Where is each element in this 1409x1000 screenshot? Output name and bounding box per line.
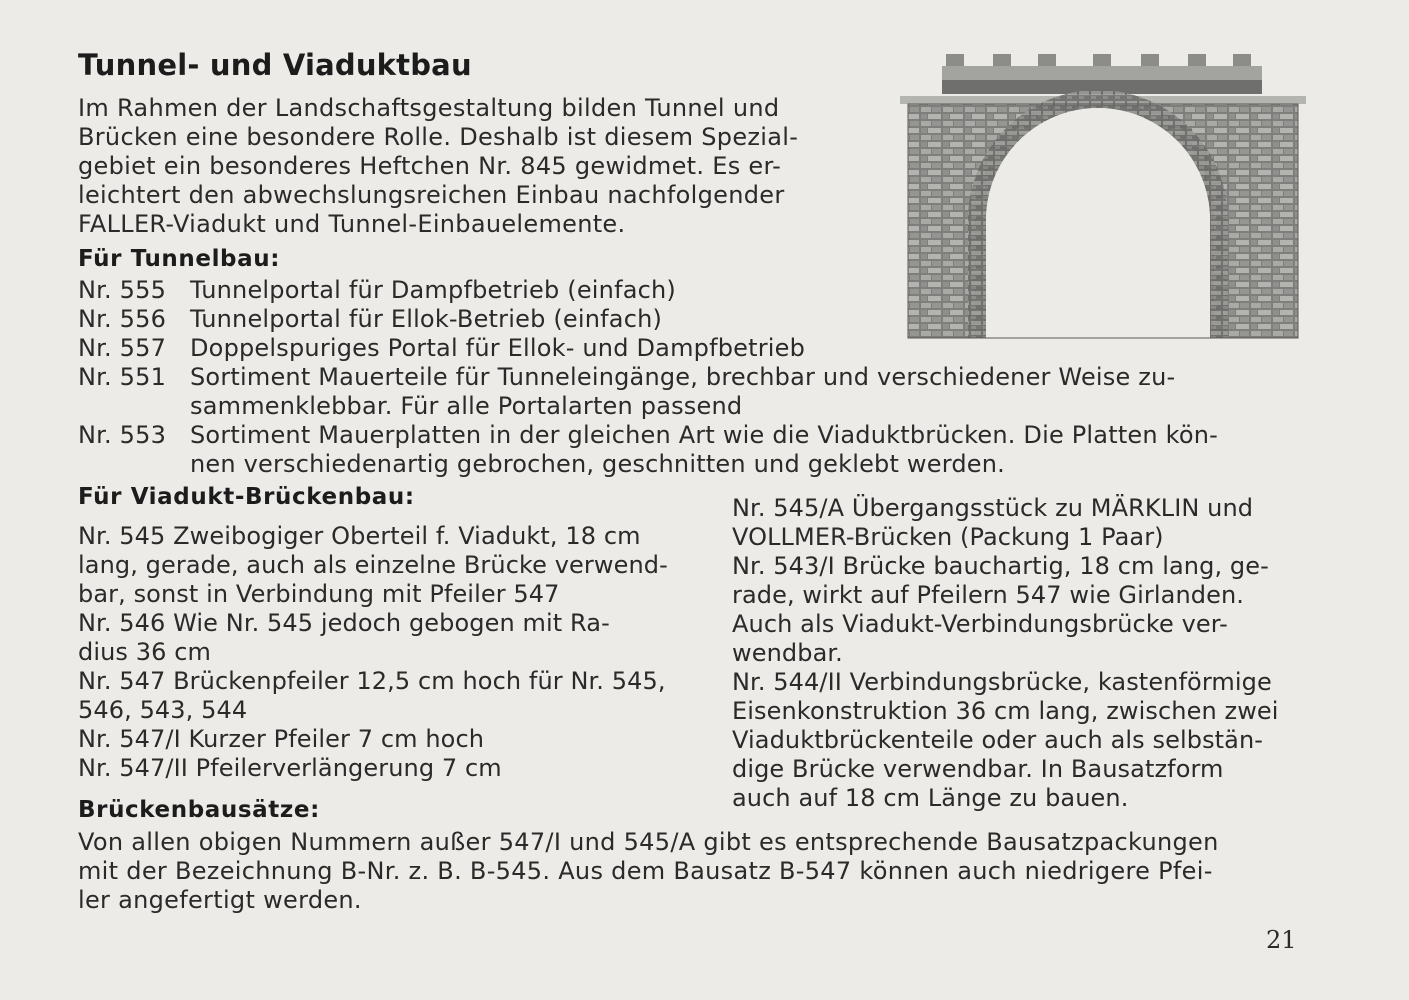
item-number: Nr. 557	[78, 334, 167, 362]
tunnel-heading: Für Tunnelbau:	[78, 246, 281, 272]
text-line: dige Brücke verwendbar. In Bausatzform	[732, 755, 1224, 783]
viaduct-left-column	[78, 522, 688, 783]
intro-line: FALLER-Viadukt und Tunnel-Einbauelemente.	[78, 210, 626, 238]
intro-line: Im Rahmen der Landschaftsgestaltung bilden Tunnel und	[78, 94, 780, 122]
item-text: Doppelspuriges Portal für Ellok- und Dampfbetrieb	[190, 334, 806, 362]
item-text: Tunnelportal für Ellok-Betrieb (einfach)	[190, 305, 663, 333]
text-line: lang, gerade, auch als einzelne Brücke verwend-	[78, 551, 668, 579]
text-line: 546, 543, 544	[78, 696, 248, 724]
text-line: dius 36 cm	[78, 638, 211, 666]
intro-line: leichtert den abwechslungsreichen Einbau nachfolgender	[78, 181, 785, 209]
item-number: Nr. 555	[78, 276, 167, 304]
item-number: Nr. 553	[78, 421, 167, 449]
text-line: Nr. 546 Wie Nr. 545 jedoch gebogen mit Ra-	[78, 609, 610, 637]
kits-heading: Brückenbausätze:	[78, 797, 320, 823]
intro-line: gebiet ein besonderes Heftchen Nr. 845 gewidmet. Es er-	[78, 152, 782, 180]
tunnel-list	[78, 276, 1296, 479]
text-line: Nr. 545/A Übergangsstück zu MÄRKLIN und	[732, 494, 1254, 522]
item-number: Nr. 556	[78, 305, 167, 333]
kits-paragraph	[78, 828, 1296, 915]
text-line: Auch als Viadukt-Verbindungsbrücke ver-	[732, 610, 1228, 638]
text-line: rade, wirkt auf Pfeilern 547 wie Girlanden.	[732, 581, 1244, 609]
text-line: Nr. 545 Zweibogiger Oberteil f. Viadukt, 18 cm	[78, 522, 641, 550]
text-line: Viaduktbrückenteile oder auch als selbstän-	[732, 726, 1264, 754]
text-line: Nr. 547/I Kurzer Pfeiler 7 cm hoch	[78, 725, 485, 753]
item-text: Sortiment Mauerplatten in der gleichen Art wie die Viaduktbrücken. Die Platten kön-	[190, 421, 1219, 449]
text-line: Von allen obigen Nummern außer 547/I und 545/A gibt es entsprechende Bausatzpackungen	[78, 828, 1219, 856]
list-item	[78, 305, 1296, 334]
text-line: bar, sonst in Verbindung mit Pfeiler 547	[78, 580, 560, 608]
list-item	[78, 363, 1296, 421]
intro-paragraph	[78, 94, 863, 239]
text-line: Eisenkonstruktion 36 cm lang, zwischen zwei	[732, 697, 1279, 725]
item-text: Sortiment Mauerteile für Tunneleingänge, brechbar und verschiedener Weise zu-	[190, 363, 1176, 391]
page-title: Tunnel- und Viaduktbau	[78, 48, 472, 82]
viaduct-right-column	[732, 494, 1298, 813]
text-line: mit der Bezeichnung B-Nr. z. B. B-545. Aus dem Bausatz B-547 können auch niedrigere Pfei-	[78, 857, 1213, 885]
list-item	[78, 334, 1296, 363]
text-line: wendbar.	[732, 639, 843, 667]
text-line: ler angefertigt werden.	[78, 886, 362, 914]
item-number: Nr. 551	[78, 363, 167, 391]
text-line: Nr. 544/II Verbindungsbrücke, kastenförmige	[732, 668, 1272, 696]
list-item	[78, 421, 1296, 479]
text-line: Nr. 547 Brückenpfeiler 12,5 cm hoch für Nr. 545,	[78, 667, 666, 695]
text-line: VOLLMER-Brücken (Packung 1 Paar)	[732, 523, 1164, 551]
item-text-continued: nen verschiedenartig gebrochen, geschnitten und geklebt werden.	[190, 450, 1006, 478]
page-number: 21	[1266, 926, 1297, 954]
text-line: Nr. 547/II Pfeilerverlängerung 7 cm	[78, 754, 502, 782]
item-text-continued: sammenklebbar. Für alle Portalarten passend	[190, 392, 743, 420]
text-line: Nr. 543/I Brücke bauchartig, 18 cm lang, ge-	[732, 552, 1269, 580]
item-text: Tunnelportal für Dampfbetrieb (einfach)	[190, 276, 676, 304]
intro-line: Brücken eine besondere Rolle. Deshalb ist diesem Spezial-	[78, 123, 799, 151]
viaduct-heading: Für Viadukt-Brückenbau:	[78, 484, 415, 510]
text-line: auch auf 18 cm Länge zu bauen.	[732, 784, 1129, 812]
list-item	[78, 276, 1296, 305]
